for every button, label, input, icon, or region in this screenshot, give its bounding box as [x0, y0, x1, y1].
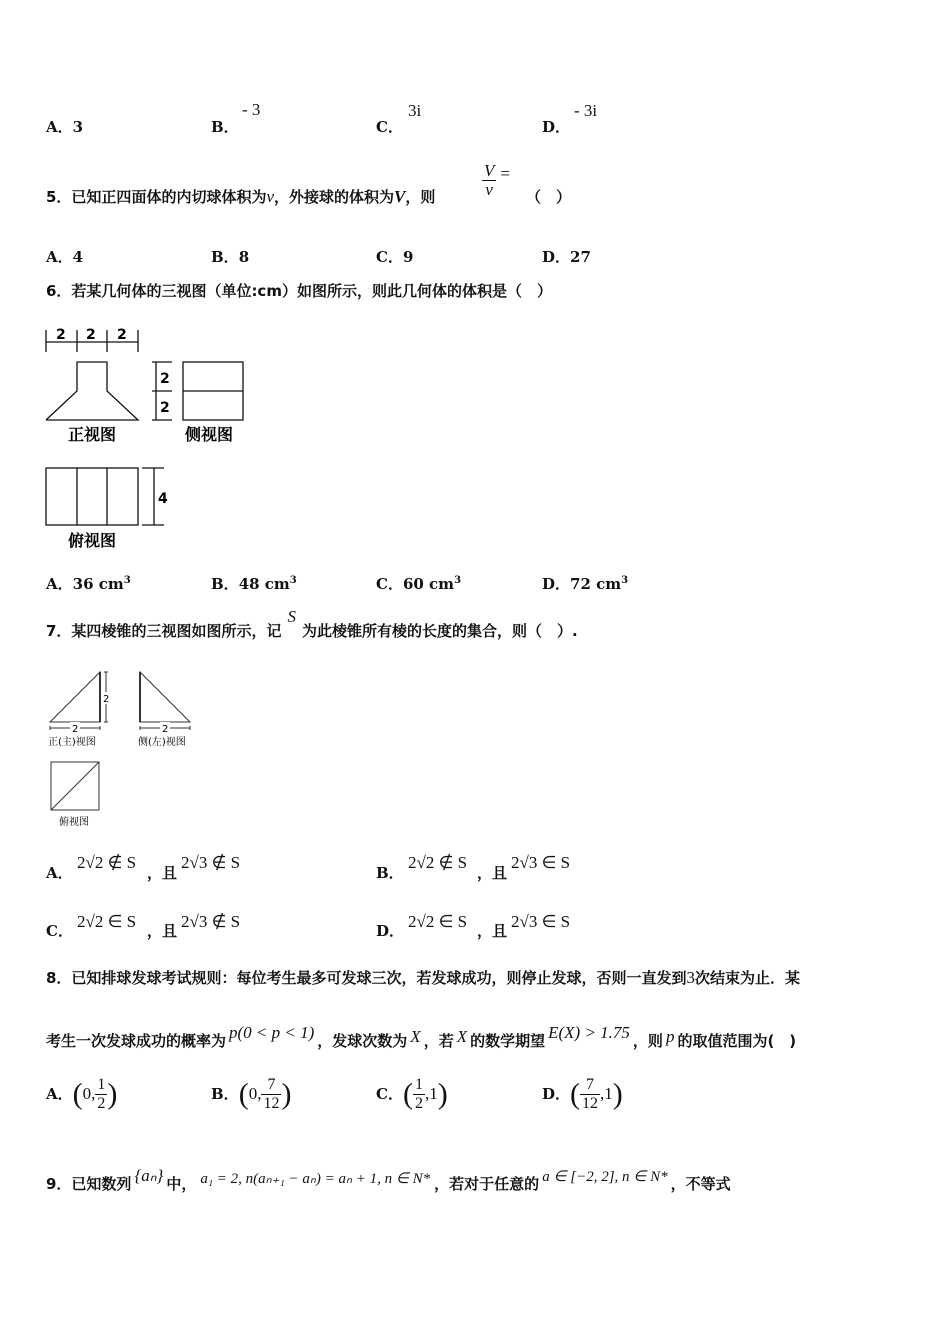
- q5-option-a[interactable]: A．4: [46, 248, 84, 266]
- q7-side-view-label: 侧(左)视图: [138, 737, 186, 748]
- q4-option-a[interactable]: A．3: [46, 118, 84, 136]
- q7-option-b-joiner: ，且: [477, 864, 508, 882]
- q8-stem-line1: 8．已知排球发球考试规则：每位考生最多可发球三次，若发球成功，则停止发球，否则一直发到3次结束为止．某: [46, 968, 800, 987]
- q6-front-view-label: 正视图: [68, 425, 117, 444]
- q6-dim-side-1: 2: [160, 371, 170, 387]
- q7-option-d-part2: 2√3 ∈ S: [511, 912, 571, 931]
- q5-option-d[interactable]: D．27: [542, 248, 591, 266]
- q6-stem: 6．若某几何体的三视图（单位:cm）如图所示，则此几何体的体积是（ ）: [46, 282, 552, 300]
- q6-front-view-shape: [46, 362, 138, 420]
- q5-fraction: $\frac{V}{v}$ =: [484, 161, 510, 199]
- q5-option-b[interactable]: B．8: [211, 248, 250, 266]
- q7-option-d[interactable]: D．: [376, 922, 405, 940]
- q7-option-c-part1: 2√2 ∈ S: [77, 912, 137, 931]
- q4-option-c-value: 3i: [408, 101, 422, 120]
- q7-option-c[interactable]: C．: [46, 922, 73, 940]
- q7-option-b-part2: 2√3 ∈ S: [511, 853, 571, 872]
- q4-option-c[interactable]: C．: [376, 118, 403, 136]
- q6-option-b[interactable]: B．48 $cm^3$: [211, 575, 297, 593]
- q6-top-view-label: 俯视图: [68, 531, 117, 550]
- q7-option-a-joiner: ，且: [147, 864, 178, 882]
- q7-stem: 7．某四棱锥的三视图如图所示，记S为此棱锥所有棱的长度的集合，则（ ）.: [46, 607, 578, 640]
- q6-option-a[interactable]: A．36 $cm^3$: [46, 575, 131, 593]
- q5-blank: （ ）: [526, 188, 572, 206]
- q8-option-b[interactable]: B．(0, $\frac{7}{12}$ ): [211, 1076, 292, 1112]
- q7-three-view-figure: [40, 662, 210, 830]
- q6-dim-top-view: 4: [158, 491, 168, 507]
- q6-dim-side-2: 2: [160, 400, 170, 416]
- q4-option-d-value: - 3i: [574, 101, 598, 120]
- q7-option-a-part2: 2√3 ∉ S: [181, 853, 241, 872]
- q7-option-c-joiner: ，且: [147, 922, 178, 940]
- q4-option-b-value: - 3: [242, 100, 261, 119]
- q6-option-d[interactable]: D．72 $cm^3$: [542, 575, 629, 593]
- q6-side-view-label: 侧视图: [185, 425, 234, 444]
- q7-option-a[interactable]: A．: [46, 864, 73, 882]
- q5-option-c[interactable]: C．9: [376, 248, 414, 266]
- q4-option-d[interactable]: D．: [542, 118, 571, 136]
- q7-dim-side-w: 2: [162, 724, 169, 735]
- q5-stem: 5．已知正四面体的内切球体积为v，外接球的体积为V，则: [46, 187, 436, 206]
- q6-three-view-figure: [40, 322, 260, 552]
- q7-front-view-label: 正(主)视图: [48, 737, 96, 748]
- q9-stem: 9．已知数列 {aₙ} 中， a₁ = 2, n(aₙ₊₁ − aₙ) = aₙ + 1, n ∈ N* ，若对于任意的 a ∈ [−2, 2], n ∈ N* ，不等式: [46, 1166, 731, 1193]
- q7-top-view-label: 俯视图: [59, 817, 89, 828]
- q7-option-b-part1: 2√2 ∉ S: [408, 853, 468, 872]
- q8-option-c[interactable]: C．( $\frac{1}{2}$ ,1): [376, 1076, 448, 1112]
- q6-option-c[interactable]: C．60 $cm^3$: [376, 575, 462, 593]
- q7-option-b[interactable]: B．: [376, 864, 404, 882]
- q8-option-a[interactable]: A．(0, $\frac{1}{2}$ ): [46, 1076, 118, 1112]
- q7-option-c-part2: 2√3 ∉ S: [181, 912, 241, 931]
- q4-option-b[interactable]: B．: [211, 118, 239, 136]
- q7-option-a-part1: 2√2 ∉ S: [77, 853, 137, 872]
- q7-front-view-shape: [50, 672, 100, 722]
- q6-top-view-shape: [46, 468, 138, 525]
- q8-option-d[interactable]: D．( $\frac{7}{12}$ ,1): [542, 1076, 623, 1112]
- q7-option-d-part1: 2√2 ∈ S: [408, 912, 468, 931]
- q6-dim-top-1: 2: [56, 327, 66, 343]
- q6-dim-top-3: 2: [117, 327, 127, 343]
- q7-dim-front-h: 2: [103, 694, 110, 705]
- q7-dim-front-w: 2: [72, 724, 79, 735]
- q6-dim-top-2: 2: [86, 327, 96, 343]
- q8-stem-line2: 考生一次发球成功的概率为 p(0 < p < 1) ，发球次数为 X ，若 X 的数学期望 E(X) > 1.75 ，则 p 的取值范围为( ): [46, 1023, 797, 1050]
- q7-side-view-shape: [140, 672, 190, 722]
- q7-option-d-joiner: ，且: [477, 922, 508, 940]
